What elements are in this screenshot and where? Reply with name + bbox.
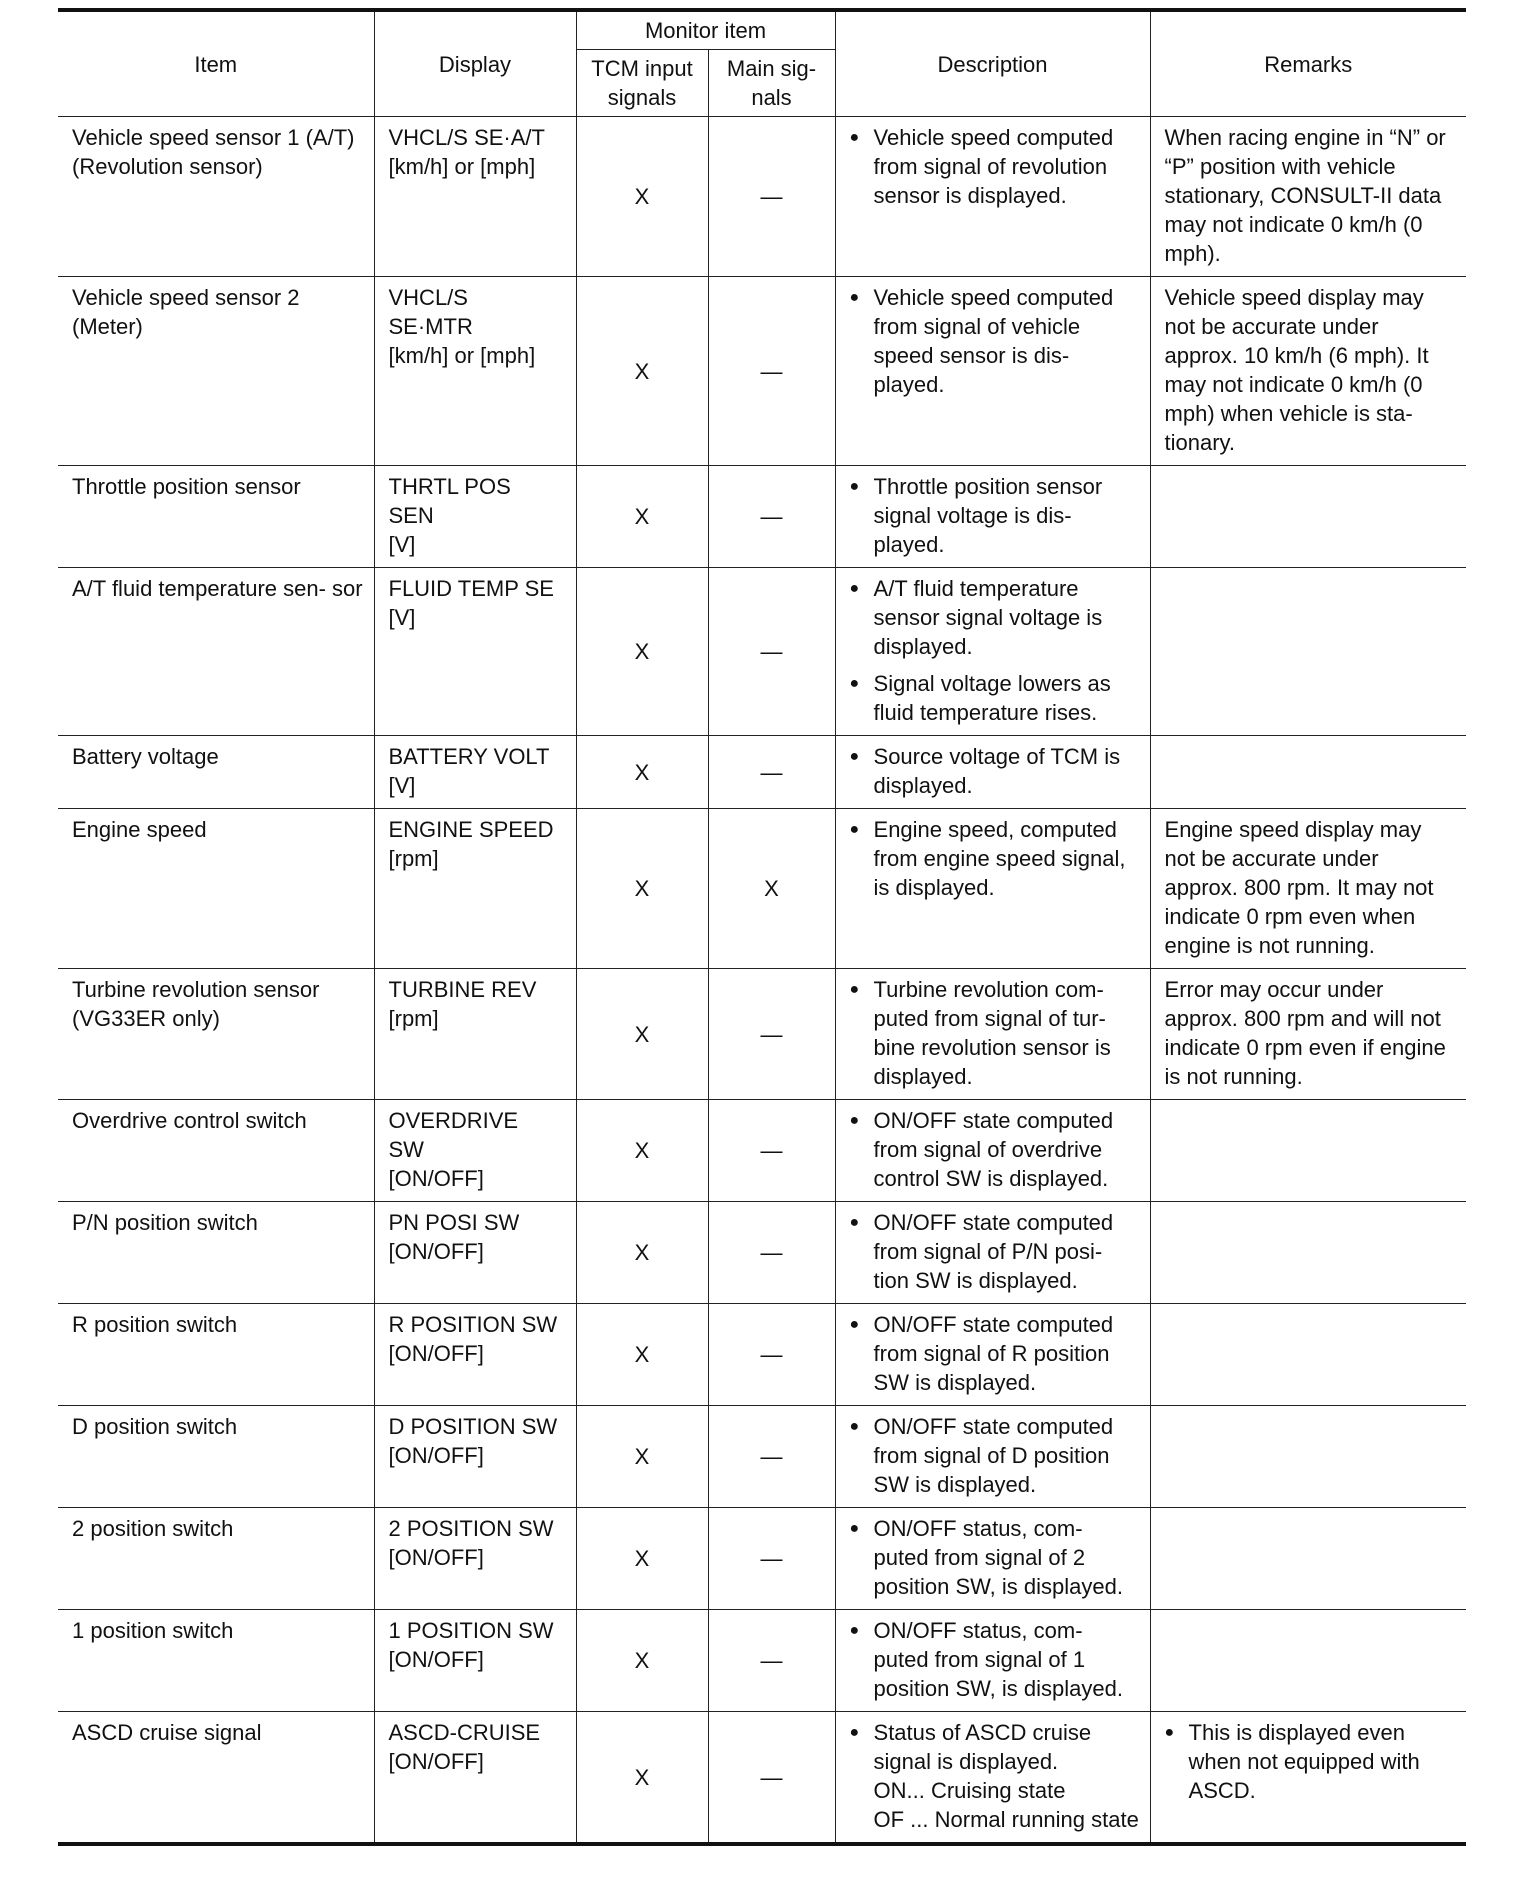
cell-description [835,117,1150,277]
cell-remarks [1150,1304,1466,1406]
cell-remarks [1150,466,1466,568]
table-row [58,117,1466,277]
cell-tcm-input: X [576,1712,708,1845]
cell-main-signals: — [708,277,835,466]
description-text: Engine speed, computed from engine speed signal, is displayed. [873,817,1126,900]
description-text: Vehicle speed computed from signal of vehicle speed sensor is dis- played. [873,285,1114,397]
cell-description [835,1304,1150,1406]
cell-tcm-input: X [576,736,708,809]
cell-display: D POSITION SW [ON/OFF] [374,1406,576,1508]
description-bullet [850,742,1140,800]
cell-tcm-input: X [576,969,708,1100]
description-bullet [850,1106,1140,1193]
cell-remarks [1150,568,1466,736]
cell-remarks: Engine speed display may not be accurate under approx. 800 rpm. It may not indicate 0 rpm even when engine is not running. [1150,809,1466,969]
description-text: Turbine revolution com- puted from signal of tur- bine revolution sensor is displayed. [873,977,1111,1089]
cell-description [835,466,1150,568]
cell-item: Throttle position sensor [58,466,374,568]
table-row [58,1202,1466,1304]
cell-item: Engine speed [58,809,374,969]
bullet-icon: ● [849,289,860,306]
table-row [58,466,1466,568]
description-text: ON/OFF state computed from signal of P/N posi- tion SW is displayed. [873,1210,1114,1293]
bullet-icon: ● [849,821,860,838]
table-row [58,1406,1466,1508]
cell-remarks [1150,1100,1466,1202]
table-row [58,1712,1466,1845]
cell-description [835,1508,1150,1610]
cell-description [835,1100,1150,1202]
cell-description [835,736,1150,809]
description-bullet [850,1412,1140,1499]
cell-item: Vehicle speed sensor 2 (Meter) [58,277,374,466]
cell-remarks: Error may occur under approx. 800 rpm and will not indicate 0 rpm even if engine is not running. [1150,969,1466,1100]
description-bullet [850,975,1140,1091]
table-row [58,277,1466,466]
cell-item: Turbine revolution sensor (VG33ER only) [58,969,374,1100]
description-bullet [850,1616,1140,1703]
cell-tcm-input: X [576,1406,708,1508]
cell-tcm-input: X [576,277,708,466]
cell-display: FLUID TEMP SE [V] [374,568,576,736]
cell-description [835,1712,1150,1845]
cell-display: BATTERY VOLT [V] [374,736,576,809]
monitor-items-table [58,8,1466,1846]
cell-main-signals: — [708,969,835,1100]
table-row [58,568,1466,736]
description-bullet [850,1310,1140,1397]
cell-tcm-input: X [576,117,708,277]
cell-tcm-input: X [576,466,708,568]
description-bullet [850,669,1140,727]
description-text: Status of ASCD cruise signal is displayed. ON... Cruising state OF ... Normal running state [873,1720,1139,1832]
description-bullet [850,574,1140,661]
cell-item: D position switch [58,1406,374,1508]
bullet-icon: ● [849,981,860,998]
description-bullet [850,1718,1140,1834]
cell-item: 2 position switch [58,1508,374,1610]
cell-main-signals: — [708,1508,835,1610]
cell-tcm-input: X [576,809,708,969]
cell-tcm-input: X [576,1304,708,1406]
description-bullet [850,123,1140,210]
bullet-icon: ● [1164,1724,1175,1741]
cell-main-signals: — [708,1406,835,1508]
cell-item: P/N position switch [58,1202,374,1304]
cell-main-signals: — [708,117,835,277]
description-text: Signal voltage lowers as fluid temperature rises. [873,671,1111,725]
cell-display: R POSITION SW [ON/OFF] [374,1304,576,1406]
cell-display: 2 POSITION SW [ON/OFF] [374,1508,576,1610]
cell-item: Battery voltage [58,736,374,809]
cell-remarks [1150,1202,1466,1304]
cell-description [835,1202,1150,1304]
bullet-icon: ● [849,1112,860,1129]
cell-remarks [1150,1712,1466,1845]
cell-display: 1 POSITION SW [ON/OFF] [374,1610,576,1712]
cell-main-signals: — [708,1100,835,1202]
remarks-bullet [1165,1718,1457,1805]
cell-display: ENGINE SPEED [rpm] [374,809,576,969]
description-text: ON/OFF status, com- puted from signal of 1 position SW, is displayed. [873,1618,1123,1701]
cell-main-signals: — [708,1304,835,1406]
table-row [58,1508,1466,1610]
cell-remarks [1150,1508,1466,1610]
cell-description [835,809,1150,969]
cell-item: R position switch [58,1304,374,1406]
bullet-icon: ● [849,129,860,146]
description-text: Vehicle speed computed from signal of revolution sensor is displayed. [873,125,1114,208]
cell-display: OVERDRIVE SW [ON/OFF] [374,1100,576,1202]
header-item: Item [58,10,374,117]
table-row [58,1304,1466,1406]
header-remarks: Remarks [1150,10,1466,117]
cell-main-signals: — [708,1202,835,1304]
cell-description [835,969,1150,1100]
cell-remarks [1150,736,1466,809]
table-body [58,117,1466,1845]
bullet-icon: ● [849,478,860,495]
cell-tcm-input: X [576,1100,708,1202]
cell-description [835,1610,1150,1712]
description-text: ON/OFF state computed from signal of overdrive control SW is displayed. [873,1108,1114,1191]
cell-remarks: When racing engine in “N” or “P” position with vehicle stationary, CONSULT-II data may not indicate 0 km/h (0 mph). [1150,117,1466,277]
description-bullet [850,283,1140,399]
table-row [58,809,1466,969]
cell-display: VHCL/S SE·A/T [km/h] or [mph] [374,117,576,277]
description-text: ON/OFF status, com- puted from signal of 2 position SW, is displayed. [873,1516,1123,1599]
description-text: Throttle position sensor signal voltage is dis- played. [873,474,1103,557]
bullet-icon: ● [849,1214,860,1231]
header-monitor-item: Monitor item [576,10,835,50]
cell-remarks [1150,1610,1466,1712]
cell-display: TURBINE REV [rpm] [374,969,576,1100]
description-text: ON/OFF state computed from signal of R position SW is displayed. [873,1312,1114,1395]
cell-display: PN POSI SW [ON/OFF] [374,1202,576,1304]
header-display: Display [374,10,576,117]
table-row [58,969,1466,1100]
bullet-icon: ● [849,580,860,597]
cell-main-signals: — [708,568,835,736]
cell-main-signals: — [708,736,835,809]
header-tcm-input: TCM input signals [576,50,708,117]
description-text: ON/OFF state computed from signal of D position SW is displayed. [873,1414,1114,1497]
cell-main-signals: — [708,1610,835,1712]
cell-tcm-input: X [576,1202,708,1304]
cell-item: A/T fluid temperature sen- sor [58,568,374,736]
description-bullet [850,1208,1140,1295]
cell-tcm-input: X [576,1610,708,1712]
bullet-icon: ● [849,1418,860,1435]
cell-item: 1 position switch [58,1610,374,1712]
cell-tcm-input: X [576,1508,708,1610]
cell-display: VHCL/S SE·MTR [km/h] or [mph] [374,277,576,466]
bullet-icon: ● [849,1622,860,1639]
cell-description [835,568,1150,736]
cell-remarks [1150,1406,1466,1508]
header-description: Description [835,10,1150,117]
cell-description [835,1406,1150,1508]
bullet-icon: ● [849,1316,860,1333]
cell-main-signals: — [708,1712,835,1845]
bullet-icon: ● [849,675,860,692]
cell-item: ASCD cruise signal [58,1712,374,1845]
description-bullet [850,815,1140,902]
table-row [58,1100,1466,1202]
remarks-text: This is displayed even when not equipped with ASCD. [1188,1720,1420,1803]
cell-display: THRTL POS SEN [V] [374,466,576,568]
cell-main-signals: — [708,466,835,568]
header-main-signals: Main sig- nals [708,50,835,117]
description-text: Source voltage of TCM is displayed. [873,744,1121,798]
document-page [58,8,1466,1846]
bullet-icon: ● [849,748,860,765]
description-text: A/T fluid temperature sensor signal voltage is displayed. [873,576,1103,659]
bullet-icon: ● [849,1724,860,1741]
cell-display: ASCD-CRUISE [ON/OFF] [374,1712,576,1845]
cell-description [835,277,1150,466]
cell-tcm-input: X [576,568,708,736]
cell-item: Overdrive control switch [58,1100,374,1202]
header-row [58,10,1466,50]
cell-main-signals: X [708,809,835,969]
description-bullet [850,1514,1140,1601]
cell-item: Vehicle speed sensor 1 (A/T) (Revolution sensor) [58,117,374,277]
bullet-icon: ● [849,1520,860,1537]
cell-remarks: Vehicle speed display may not be accurate under approx. 10 km/h (6 mph). It may not indicate 0 km/h (0 mph) when vehicle is sta- tionary. [1150,277,1466,466]
description-bullet [850,472,1140,559]
table-row [58,736,1466,809]
table-row [58,1610,1466,1712]
